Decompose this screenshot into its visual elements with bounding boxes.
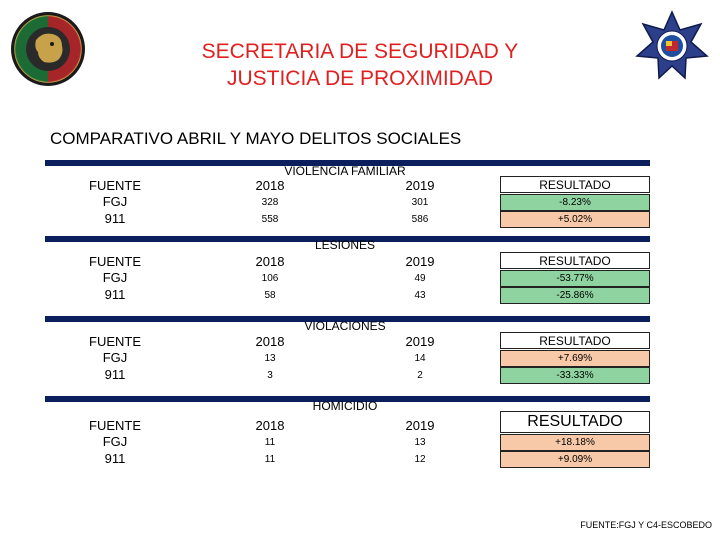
cell-2019: 12 — [414, 454, 426, 465]
cell-2019: 43 — [414, 290, 426, 301]
cell-2018: 13 — [264, 353, 276, 364]
row-label-911: 911 — [104, 211, 126, 226]
table-title: LESIONES — [314, 238, 376, 252]
row-label-fgj: FGJ — [102, 350, 128, 365]
police-seal-logo — [8, 10, 88, 88]
cell-2018: 328 — [261, 197, 279, 208]
table-title: VIOLENCIA FAMILIAR — [284, 164, 406, 178]
result-cell-negative: -8.23% — [500, 194, 650, 211]
row-label-911: 911 — [104, 367, 126, 382]
result-cell-positive: +18.18% — [500, 434, 650, 451]
result-cell-negative: -53.77% — [500, 270, 650, 287]
table-title: VIOLACIONES — [304, 319, 386, 333]
result-cell-negative: -25.86% — [500, 287, 650, 304]
column-header-resultado: RESULTADO — [500, 411, 650, 433]
section-subtitle: COMPARATIVO ABRIL Y MAYO DELITOS SOCIALES — [50, 129, 462, 148]
cell-2019: 14 — [414, 353, 426, 364]
column-header-resultado: RESULTADO — [500, 252, 650, 269]
cell-2018: 11 — [264, 454, 276, 465]
cell-2019: 586 — [411, 214, 429, 225]
column-header-2018: 2018 — [255, 418, 285, 433]
cell-2018: 106 — [261, 273, 279, 284]
table-title: HOMICIDIO — [312, 399, 378, 413]
column-header-resultado: RESULTADO — [500, 332, 650, 349]
column-header-2019: 2019 — [405, 254, 435, 269]
cell-2019: 2 — [417, 370, 423, 381]
column-header-2018: 2018 — [255, 254, 285, 269]
row-label-fgj: FGJ — [102, 194, 128, 209]
column-header-2019: 2019 — [405, 178, 435, 193]
column-header-2018: 2018 — [255, 334, 285, 349]
cell-2019: 49 — [414, 273, 426, 284]
source-note: FUENTE:FGJ Y C4-ESCOBEDO — [580, 520, 712, 530]
police-star-badge — [635, 10, 709, 80]
row-label-fgj: FGJ — [102, 270, 128, 285]
table-lesiones — [45, 236, 650, 306]
column-header-2018: 2018 — [255, 178, 285, 193]
table-homicidio — [45, 396, 650, 468]
column-header-2019: 2019 — [405, 334, 435, 349]
cell-2018: 558 — [261, 214, 279, 225]
cell-2018: 3 — [267, 370, 273, 381]
column-header-2019: 2019 — [405, 418, 435, 433]
cell-2018: 11 — [264, 437, 276, 448]
result-cell-positive: +5.02% — [500, 211, 650, 228]
column-header-fuente: FUENTE — [89, 334, 141, 349]
page-title — [120, 38, 600, 92]
cell-2019: 301 — [411, 197, 429, 208]
column-header-fuente: FUENTE — [89, 178, 141, 193]
column-header-fuente: FUENTE — [89, 254, 141, 269]
result-cell-positive: +9.09% — [500, 451, 650, 468]
table-violaciones — [45, 316, 650, 384]
result-cell-negative: -33.33% — [500, 367, 650, 384]
table-violencia-familiar — [45, 160, 650, 230]
column-header-fuente: FUENTE — [89, 418, 141, 433]
row-label-fgj: FGJ — [102, 434, 128, 449]
page-title-line1: SECRETARIA DE SEGURIDAD Y — [201, 40, 519, 63]
cell-2018: 58 — [264, 290, 276, 301]
row-label-911: 911 — [104, 451, 126, 466]
column-header-resultado: RESULTADO — [500, 176, 650, 193]
row-label-911: 911 — [104, 287, 126, 302]
cell-2019: 13 — [414, 437, 426, 448]
page-title-line2: JUSTICIA DE PROXIMIDAD — [226, 67, 494, 90]
result-cell-positive: +7.69% — [500, 350, 650, 367]
